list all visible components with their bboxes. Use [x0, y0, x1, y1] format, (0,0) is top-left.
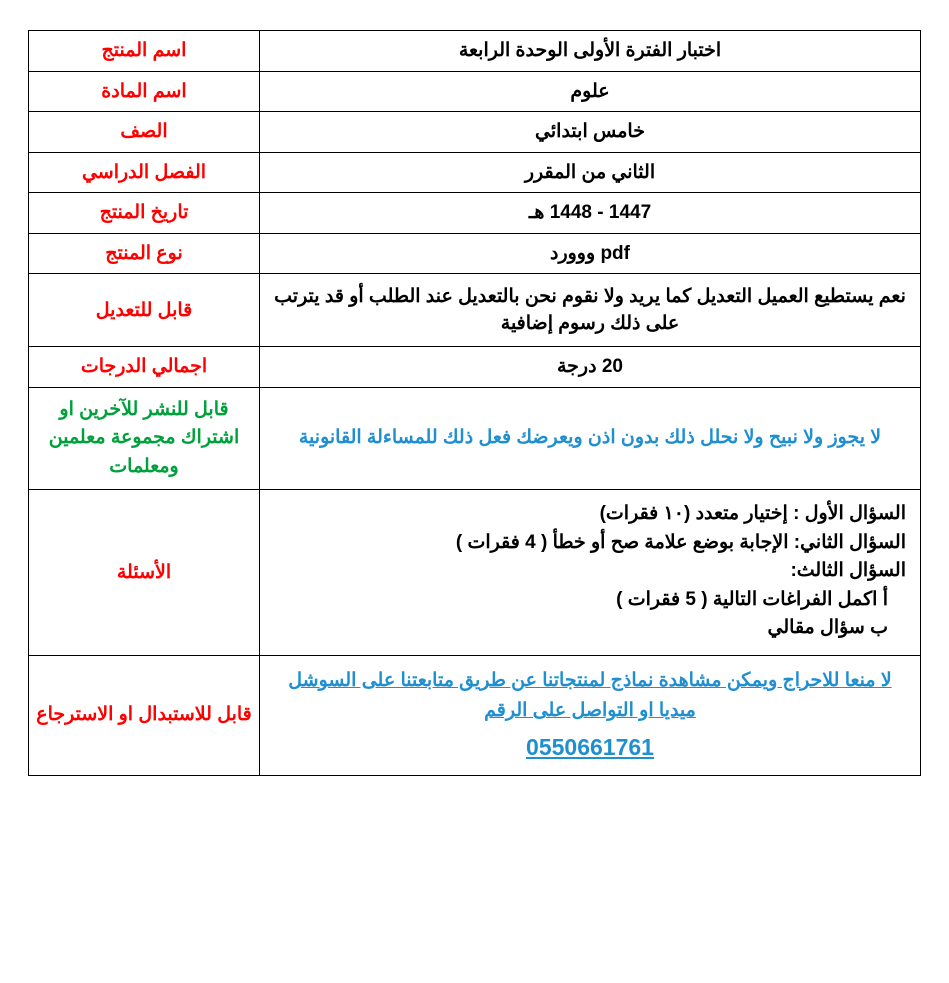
table-row: [29, 152, 921, 193]
grade-value: خامس ابتدائي: [260, 112, 921, 153]
product-type-value: pdf ووورد: [260, 233, 921, 274]
contact-phone[interactable]: 0550661761: [526, 733, 654, 760]
table-row: [29, 71, 921, 112]
question-line-4: أ اكمل الفراغات التالية ( 5 فقرات ): [616, 588, 888, 610]
contact-text: لا منعا للاحراج ويمكن مشاهدة نماذج لمنتجاتنا عن طريق متابعتنا على السوشل ميديا او التواصل على الرقم: [288, 669, 892, 722]
table-row: [29, 31, 921, 72]
product-date-label: تاريخ المنتج: [29, 193, 260, 234]
term-value: الثاني من المقرر: [260, 152, 921, 193]
table-row: [29, 233, 921, 274]
subject-name-label: اسم المادة: [29, 71, 260, 112]
questions-label: الأسئلة: [29, 490, 260, 656]
total-marks-label: اجمالي الدرجات: [29, 347, 260, 388]
table-row: [29, 490, 921, 656]
table-row: [29, 655, 921, 776]
product-info-table: [28, 30, 921, 776]
subject-name-value: علوم: [260, 71, 921, 112]
question-line-3: السؤال الثالث:: [790, 560, 906, 582]
sharing-policy-label: قابل للنشر للآخرين او اشتراك مجموعة معلمين ومعلمات: [29, 387, 260, 490]
product-date-value: 1447 - 1448 هـ: [260, 193, 921, 234]
sharing-policy-value: لا يجوز ولا نبيح ولا نحلل ذلك بدون اذن ويعرضك فعل ذلك للمساءلة القانونية: [260, 387, 921, 490]
product-type-label: نوع المنتج: [29, 233, 260, 274]
question-line-2: السؤال الثاني: الإجابة بوضع علامة صح أو خطأ ( 4 فقرات ): [455, 531, 906, 553]
table-row: [29, 193, 921, 234]
table-row: [29, 387, 921, 490]
table-row: [29, 274, 921, 347]
term-label: الفصل الدراسي: [29, 152, 260, 193]
return-policy-label: قابل للاستبدال او الاسترجاع: [29, 655, 260, 776]
question-line-1: السؤال الأول : إختيار متعدد (١٠ فقرات): [599, 503, 906, 525]
editable-value: نعم يستطيع العميل التعديل كما يريد ولا نقوم نحن بالتعديل عند الطلب أو قد يترتب على ذلك رسوم إضافية: [260, 274, 921, 347]
question-line-5: ب سؤال مقالي: [767, 617, 888, 639]
table-row: [29, 347, 921, 388]
grade-label: الصف: [29, 112, 260, 153]
table-row: [29, 112, 921, 153]
total-marks-value: 20 درجة: [260, 347, 921, 388]
questions-value: [260, 490, 921, 656]
contact-value: [260, 655, 921, 776]
editable-label: قابل للتعديل: [29, 274, 260, 347]
product-name-value: اختبار الفترة الأولى الوحدة الرابعة: [260, 31, 921, 72]
product-name-label: اسم المنتج: [29, 31, 260, 72]
